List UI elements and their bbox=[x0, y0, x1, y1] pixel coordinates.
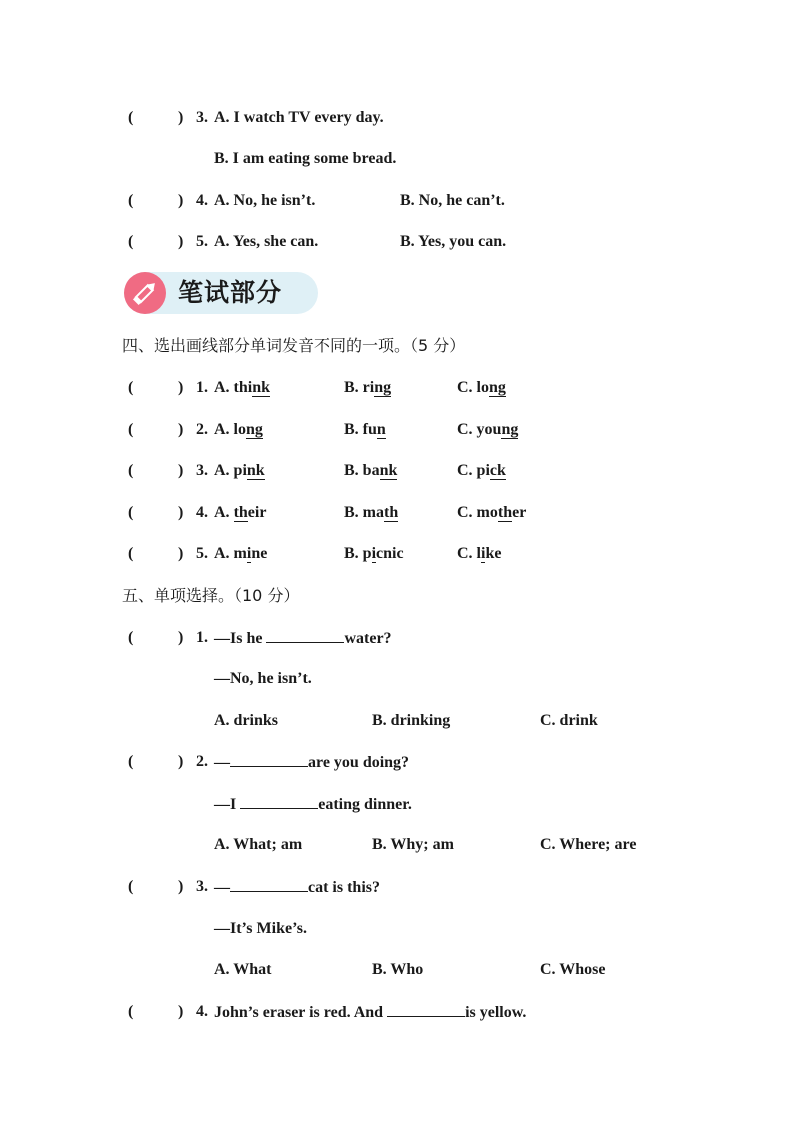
underlined-letters: nk bbox=[252, 379, 271, 396]
question-number: 3. bbox=[196, 462, 208, 479]
word-part: cnic bbox=[376, 545, 404, 562]
question-number: 4. bbox=[196, 192, 208, 209]
underlined-letters: th bbox=[497, 504, 513, 521]
option-a bbox=[214, 378, 270, 398]
option-a: A. What bbox=[214, 961, 272, 978]
option-c: C. Where; are bbox=[540, 836, 637, 853]
fill-blank[interactable] bbox=[240, 794, 318, 809]
answer-paren-close: ) bbox=[178, 379, 184, 396]
answer-paren-close: ) bbox=[178, 878, 184, 895]
underlined-letters: i bbox=[481, 545, 486, 562]
option-c bbox=[457, 420, 518, 440]
word-part: B. ba bbox=[344, 462, 380, 479]
answer-paren-open[interactable]: ( bbox=[128, 421, 134, 438]
fill-blank[interactable] bbox=[266, 628, 344, 643]
answer-paren-close: ) bbox=[178, 629, 184, 646]
option-b: B. drinking bbox=[372, 712, 451, 729]
question-text: — cat is this? bbox=[214, 879, 380, 896]
underlined-letters: nk bbox=[379, 462, 398, 479]
answer-paren-open[interactable]: ( bbox=[128, 233, 134, 250]
word-part: C. mo bbox=[457, 504, 498, 521]
written-part-banner bbox=[124, 272, 318, 314]
word-part: ke bbox=[485, 545, 502, 562]
fill-blank[interactable] bbox=[387, 1002, 465, 1017]
answer-paren-close: ) bbox=[178, 545, 184, 562]
word-part: C. l bbox=[457, 545, 481, 562]
underlined-letters: ng bbox=[489, 379, 506, 396]
question-number: 3. bbox=[196, 109, 208, 126]
word-part: C. you bbox=[457, 421, 502, 438]
answer-paren-open[interactable]: ( bbox=[128, 753, 134, 770]
option-a bbox=[214, 420, 263, 440]
question-number: 5. bbox=[196, 233, 208, 250]
section4-title: 四、选出画线部分单词发音不同的一项。（5 分） bbox=[122, 336, 466, 355]
answer-paren-open[interactable]: ( bbox=[128, 878, 134, 895]
option-a bbox=[214, 544, 267, 564]
underlined-letters: ng bbox=[246, 421, 263, 438]
option-c bbox=[457, 378, 506, 398]
answer-paren-close: ) bbox=[178, 1003, 184, 1020]
word-part: A. thi bbox=[214, 379, 253, 396]
option-a bbox=[214, 461, 265, 481]
option-c: C. Whose bbox=[540, 961, 606, 978]
answer-paren-close: ) bbox=[178, 233, 184, 250]
answer-paren-close: ) bbox=[178, 504, 184, 521]
answer-paren-open[interactable]: ( bbox=[128, 1003, 134, 1020]
option-a: A. What; am bbox=[214, 836, 303, 853]
option-a: A. I watch TV every day. bbox=[214, 109, 384, 126]
answer-paren-close: ) bbox=[178, 753, 184, 770]
word-part: ne bbox=[251, 545, 268, 562]
question-number: 1. bbox=[196, 629, 208, 646]
option-a: A. drinks bbox=[214, 712, 279, 729]
question-number: 2. bbox=[196, 753, 208, 770]
option-a bbox=[214, 503, 266, 523]
answer-paren-open[interactable]: ( bbox=[128, 504, 134, 521]
word-part: A. pi bbox=[214, 462, 247, 479]
underlined-letters: ng bbox=[374, 379, 392, 396]
option-b bbox=[344, 378, 391, 398]
question-text: — are you doing? bbox=[214, 754, 410, 771]
underlined-letters: ng bbox=[501, 421, 519, 438]
option-b bbox=[344, 461, 397, 481]
underlined-letters: th bbox=[233, 504, 248, 521]
word-part: A. m bbox=[214, 545, 247, 562]
answer-paren-close: ) bbox=[178, 462, 184, 479]
word-part: A. lo bbox=[214, 421, 246, 438]
word-part: C. lo bbox=[457, 379, 489, 396]
option-c bbox=[457, 544, 501, 564]
option-c bbox=[457, 461, 506, 481]
option-b: B. I am eating some bread. bbox=[214, 150, 397, 167]
question-number: 3. bbox=[196, 878, 208, 895]
question-number: 2. bbox=[196, 421, 208, 438]
option-c bbox=[457, 503, 526, 523]
underlined-letters: i bbox=[371, 545, 377, 562]
word-part: eir bbox=[247, 504, 267, 521]
question-number: 4. bbox=[196, 504, 208, 521]
option-b: B. Why; am bbox=[372, 836, 454, 853]
word-part: B. p bbox=[344, 545, 372, 562]
pencil-icon bbox=[124, 272, 166, 314]
option-b bbox=[344, 420, 386, 440]
question-text: —Is he water? bbox=[214, 630, 392, 647]
listening-q3-b bbox=[214, 149, 396, 169]
underlined-letters: ck bbox=[489, 462, 506, 479]
word-part: er bbox=[512, 504, 527, 521]
word-part: C. pi bbox=[457, 462, 490, 479]
answer-paren-close: ) bbox=[178, 421, 184, 438]
mc-q3-answer: —It’s Mike’s. bbox=[214, 920, 308, 937]
answer-paren-open[interactable]: ( bbox=[128, 545, 134, 562]
banner-title: 笔试部分 bbox=[178, 278, 283, 307]
option-b: B. Who bbox=[372, 961, 424, 978]
underlined-letters: i bbox=[246, 545, 252, 562]
fill-blank[interactable] bbox=[230, 752, 308, 767]
question-number: 5. bbox=[196, 545, 208, 562]
answer-paren-open[interactable]: ( bbox=[128, 629, 134, 646]
mc-q2-answer: —I eating dinner. bbox=[214, 796, 412, 813]
answer-paren-open[interactable]: ( bbox=[128, 192, 134, 209]
option-b: B. No, he can’t. bbox=[400, 192, 505, 209]
option-b: B. Yes, you can. bbox=[400, 233, 507, 250]
word-part: A. bbox=[214, 504, 234, 521]
answer-paren-open[interactable]: ( bbox=[128, 379, 134, 396]
option-b bbox=[344, 544, 404, 564]
answer-paren-open[interactable]: ( bbox=[128, 462, 134, 479]
underlined-letters: n bbox=[376, 421, 386, 438]
underlined-letters: th bbox=[384, 504, 399, 521]
option-a: A. Yes, she can. bbox=[214, 233, 319, 250]
word-part: B. fu bbox=[344, 421, 377, 438]
fill-blank[interactable] bbox=[230, 877, 308, 892]
answer-paren-open[interactable]: ( bbox=[128, 109, 134, 126]
answer-paren-close: ) bbox=[178, 109, 184, 126]
option-a: A. No, he isn’t. bbox=[214, 192, 316, 209]
word-part: B. ma bbox=[344, 504, 384, 521]
option-c: C. drink bbox=[540, 712, 598, 729]
question-text: John’s eraser is red. And is yellow. bbox=[214, 1004, 527, 1021]
word-part: B. ri bbox=[344, 379, 375, 396]
mc-q1-answer: —No, he isn’t. bbox=[214, 670, 312, 687]
question-number: 1. bbox=[196, 379, 208, 396]
question-number: 4. bbox=[196, 1003, 208, 1020]
answer-paren-close: ) bbox=[178, 192, 184, 209]
underlined-letters: nk bbox=[246, 462, 265, 479]
option-b bbox=[344, 503, 398, 523]
section5-title: 五、单项选择。（10 分） bbox=[122, 586, 300, 605]
